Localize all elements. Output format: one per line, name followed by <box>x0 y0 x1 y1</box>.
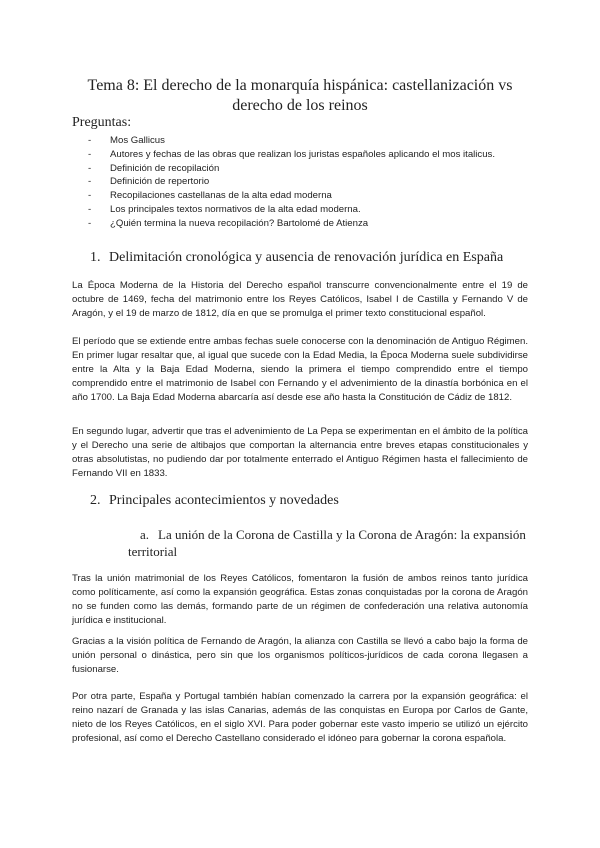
section-1-title: Delimitación cronológica y ausencia de renovación jurídica en España <box>109 250 504 265</box>
subsection-a-title: La unión de la Corona de Castilla y la Corona de Aragón: la expansión territorial <box>128 527 526 559</box>
section-2-number: 2. <box>90 493 101 508</box>
section-1-paragraph-1: La Época Moderna de la Historia del Derecho español transcurre convencionalmente entre el 19 de octubre de 1469, fecha del matrimonio entre los Reyes Católicos, Isabel I de Castilla y Fernando V de Aragón, y el 19 de marzo de 1812, día en que se promulga el primer texto constitucional español. <box>72 280 528 319</box>
section-2-paragraph-2: Gracias a la visión política de Fernando de Aragón, la alianza con Castilla se llevó a cabo bajo la forma de unión personal o dinástica, pero sin que los organismos políticos-jurídicos de cada corona llegasen a fusionarse. <box>72 636 528 675</box>
section-2-heading <box>72 492 560 510</box>
question-item: - Mos Gallicus <box>88 134 560 148</box>
section-1-number: 1. <box>90 250 101 265</box>
subsection-a-number: a. <box>140 527 150 542</box>
subsection-a-heading <box>128 526 528 560</box>
section-1-paragraph-3: En segundo lugar, advertir que tras el advenimiento de La Pepa se experimentan en el ámbito de la política y el Derecho una serie de altibajos que comportan la alternancia entre breves etapas constitucionales y otras absolutistas, no pudiendo dar por totalmente enterrado el Antiguo Régimen hasta el fallecimiento de Fernando VII en 1833. <box>72 426 528 479</box>
questions-heading: Preguntas: <box>72 115 132 130</box>
question-item: - Definición de repertorio <box>88 175 560 189</box>
section-2-paragraph-1: Tras la unión matrimonial de los Reyes Católicos, fomentaron la fusión de ambos reinos tanto jurídica como políticamente, así como la expansión geográfica. Estas zonas conquistadas por la corona de Aragón no se funden como las demás, formando parte de un régimen de confederación una relativa autonomía jurídica e institucional. <box>72 573 528 626</box>
section-2-paragraph-3: Por otra parte, España y Portugal también habían comenzado la carrera por la expansión geográfica: el reino nazarí de Granada y las islas Canarias, además de las conquistas en Europa por Carlos de Gante, nieto de los Reyes Católicos, en el siglo XVI. Para poder gobernar este vasto imperio se utilizó un ejército profesional, así como el Derecho Castellano considerado el idóneo para gobernar la corona española. <box>72 691 528 744</box>
section-1-heading <box>72 249 560 267</box>
question-item: - Definición de recopilación <box>88 162 560 176</box>
question-item: - Recopilaciones castellanas de la alta edad moderna <box>88 189 560 203</box>
question-item: - ¿Quién termina la nueva recopilación? Bartolomé de Atienza <box>88 217 560 231</box>
section-1-paragraph-2: El período que se extiende entre ambas fechas suele conocerse con la denominación de Antiguo Régimen. En primer lugar resaltar que, al igual que sucede con la Edad Media, la Época Moderna suele subdividirse entre la Alta y la Baja Edad Moderna, siendo la primera el tiempo comprendido entre el tiempo comprendido entre el matrimonio de Isabel con Fernando y el advenimiento de la dinastía borbónica en el año 1700. La Baja Edad Moderna abarcaría así desde ese año hasta la Constitución de Cádiz de 1812. <box>72 336 528 403</box>
document-title: Tema 8: El derecho de la monarquía hispánica: castellanización vs derecho de los reinos <box>87 77 513 114</box>
question-item: - Autores y fechas de las obras que realizan los juristas españoles aplicando el mos italicus. <box>88 148 560 162</box>
questions-list <box>88 134 560 231</box>
question-item: - Los principales textos normativos de la alta edad moderna. <box>88 203 560 217</box>
section-2-title: Principales acontecimientos y novedades <box>109 493 339 508</box>
